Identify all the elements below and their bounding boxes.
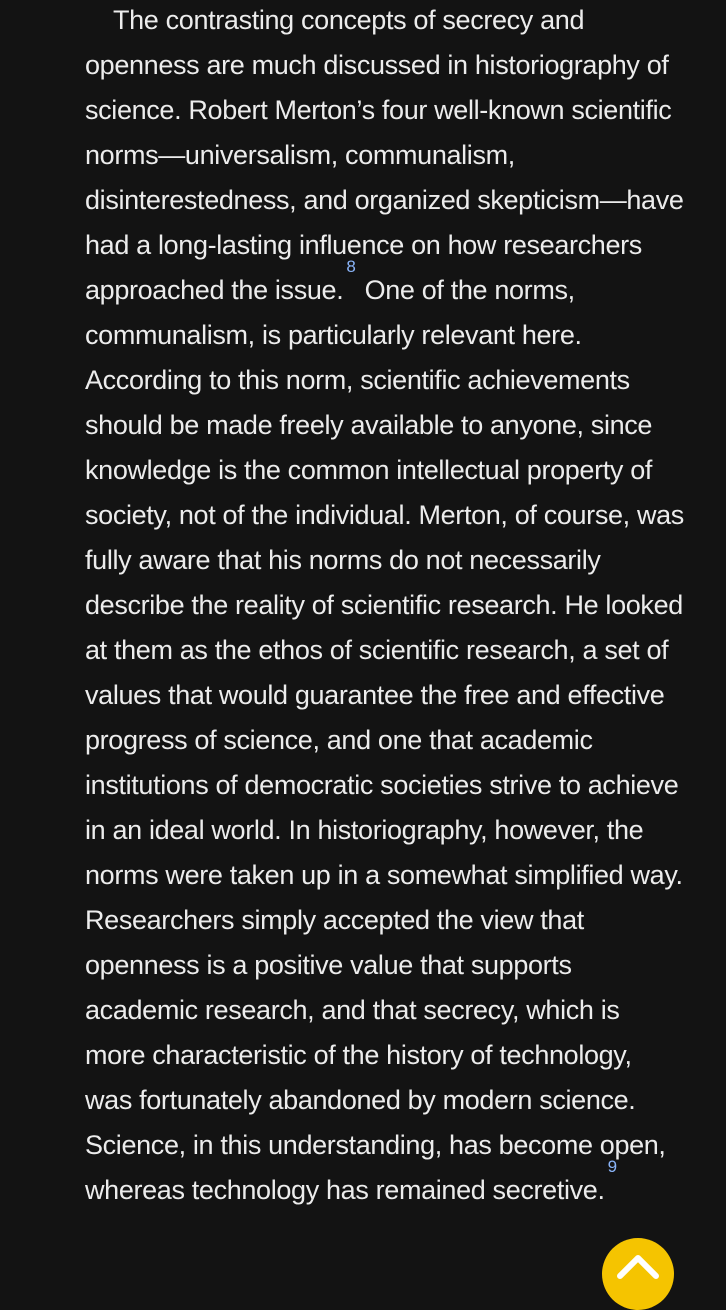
body-paragraph <box>85 0 685 1213</box>
paragraph-text-part-1: The contrasting concepts of secrecy and openness are much discussed in historiography of science. Robert Merton’s four well-known scientific norms—universalism, communalism, disinterestedness, and organized skepticism—have had a long-lasting influence on how researchers approached the issue. <box>85 5 684 305</box>
footnote-ref-8[interactable]: 8 <box>346 257 356 276</box>
footnote-ref-9[interactable]: 9 <box>607 1157 617 1176</box>
paragraph-text-part-2: One of the norms, communalism, is particularly relevant here. According to this norm, scientific achievements should be made freely available to anyone, since knowledge is the common intellectual property of society, not of the individual. Merton, of course, was fully aware that his norms do not necessarily describe the reality of scientific research. He looked at them as the ethos of scientific research, a set of values that would guarantee the free and effective progress of science, and one that academic institutions of democratic societies strive to achieve in an ideal world. In historiography, however, the norms were taken up in a somewhat simplified way. Researchers simply accepted the view that openness is a positive value that supports academic research, and that secrecy, which is more characteristic of the history of technology, was fortunately abandoned by modern science. Science, in this understanding, has become open, whereas technology has remained secretive. <box>85 275 684 1205</box>
scroll-to-top-button[interactable] <box>602 1238 674 1310</box>
chevron-up-icon <box>616 1250 660 1280</box>
